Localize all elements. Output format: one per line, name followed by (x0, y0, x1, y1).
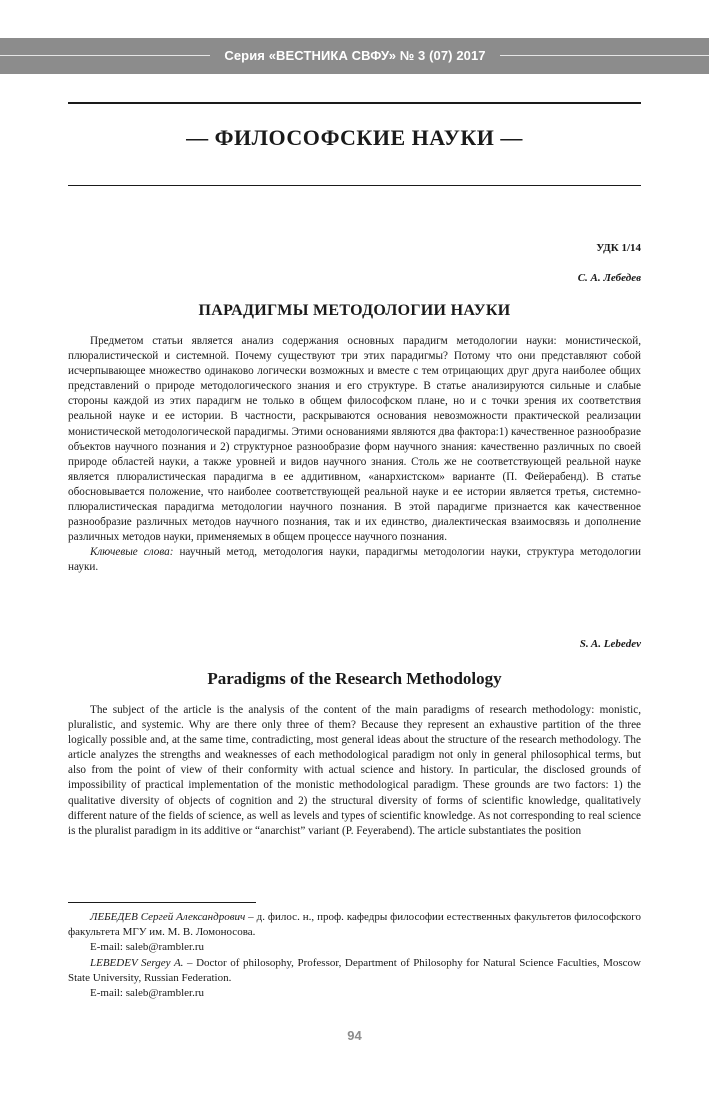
section-rule-bottom (68, 185, 641, 186)
section-rule-top (68, 102, 641, 104)
footnote-en (68, 956, 641, 986)
abstract-en-text: The subject of the article is the analysis of the content of the main paradigms of research methodology: monistic, pluralistic, and systemic. Why are there only three of them? Because they represent an exhaustive partition of the three logically possible and, at the same time, contradicting, most general ideas about the structure of the research methodology. The article analyzes the strengths and weaknesses of each methodological paradigm not only in general philosophical terms, but also from the point of view of their conformity with actual science and history. In particular, the disclosed grounds of impossibility of practical implementation of the monistic methodological paradigm. These grounds are two factors: 1) the qualitative diversity of objects of cognition and 2) the structural diversity of forms of scientific knowledge, qualitatively different nature of the fields of science, as well as levels and types of scientific knowledge. As not corresponding to real science is the pluralist paradigm in its additive or “anarchist” variant (P. Feyerabend). The article substantiates the position (68, 704, 641, 837)
footnote-ru-text: – д. филос. н., проф. кафедры философии естественных факультетов философского факультета МГУ им. М. В. Ломоносова. (68, 911, 641, 939)
author-footnotes (68, 910, 641, 1001)
keywords-label: Ключевые слова: (90, 546, 174, 559)
udk-code: УДК 1/14 (596, 242, 641, 254)
article-title-en: Paradigms of the Research Methodology (207, 669, 502, 688)
footnote-ru-email: E-mail: saleb@rambler.ru (90, 941, 204, 954)
series-title: Серия «ВЕСТНИКА СВФУ» № 3 (07) 2017 (224, 48, 486, 63)
article-title-ru: ПАРАДИГМЫ МЕТОДОЛОГИИ НАУКИ (198, 302, 511, 319)
author-ru: С. А. Лебедев (577, 272, 641, 284)
header-divider-left (0, 55, 210, 56)
footnote-rule (68, 902, 256, 903)
footnote-en-email: E-mail: saleb@rambler.ru (90, 987, 204, 1000)
footnote-en-name: LEBEDEV Sergey A. (90, 956, 184, 969)
footnote-en-text: – Doctor of philosophy, Professor, Department of Philosophy for Natural Science Faculties, Moscow State University, Russian Federation. (68, 956, 641, 984)
section-title: — ФИЛОСОФСКИЕ НАУКИ — (186, 125, 523, 150)
header-divider-right (500, 55, 709, 56)
series-header-bar (0, 38, 709, 74)
abstract-en (68, 703, 641, 839)
abstract-ru-text: Предметом статьи является анализ содержания основных парадигм методологии науки: монистической, плюралистической и системной. Почему существуют три этих парадигмы? Потому что они представляют собой исчерпывающее множество одинаково логически возможных и вместе с тем отрицающих друг друга наиболее общих представлений о природе методологического знания и его структуре. В статье анализируются сильные и слабые стороны каждой из этих парадигм не только в общем философском плане, но и с точки зрения их соответствия реальной науке и ее истории. В частности, раскрываются основания невозможности практической реализации монистической методологической парадигмы. Этими основаниями являются два фактора:1) качественное разнообразие объектов научного познания и 2) структурное разнообразие форм научного знания: качественно различных по своей природе областей науки, а также уровней и видов научного знания. Столь же не соответствующей реальной науке является плюралистическая парадигма в ее аддитивном, «анархистском» варианте (П. Фейерабенд). В статье обосновывается положение, что наиболее соответствующей реальной науке и ее истории является третья, системно-плюралистическая парадигма методологии научного познания. В этой парадигме признается как качественное разнообразие различных методов научного познания, так и их единство, диалектическая взаимосвязь и дополнение различных методов науки, применяемых в общем процессе научного познания. (68, 335, 641, 544)
page-number: 94 (347, 1028, 362, 1043)
footnote-ru (68, 910, 641, 940)
keywords-ru (68, 545, 641, 575)
footnote-ru-name: ЛЕБЕДЕВ Сергей Александрович (90, 911, 246, 923)
abstract-ru (68, 334, 641, 576)
keywords-text: научный метод, методология науки, парадигмы методологии науки, структура методологии науки. (68, 546, 641, 574)
author-en: S. A. Lebedev (579, 638, 641, 650)
